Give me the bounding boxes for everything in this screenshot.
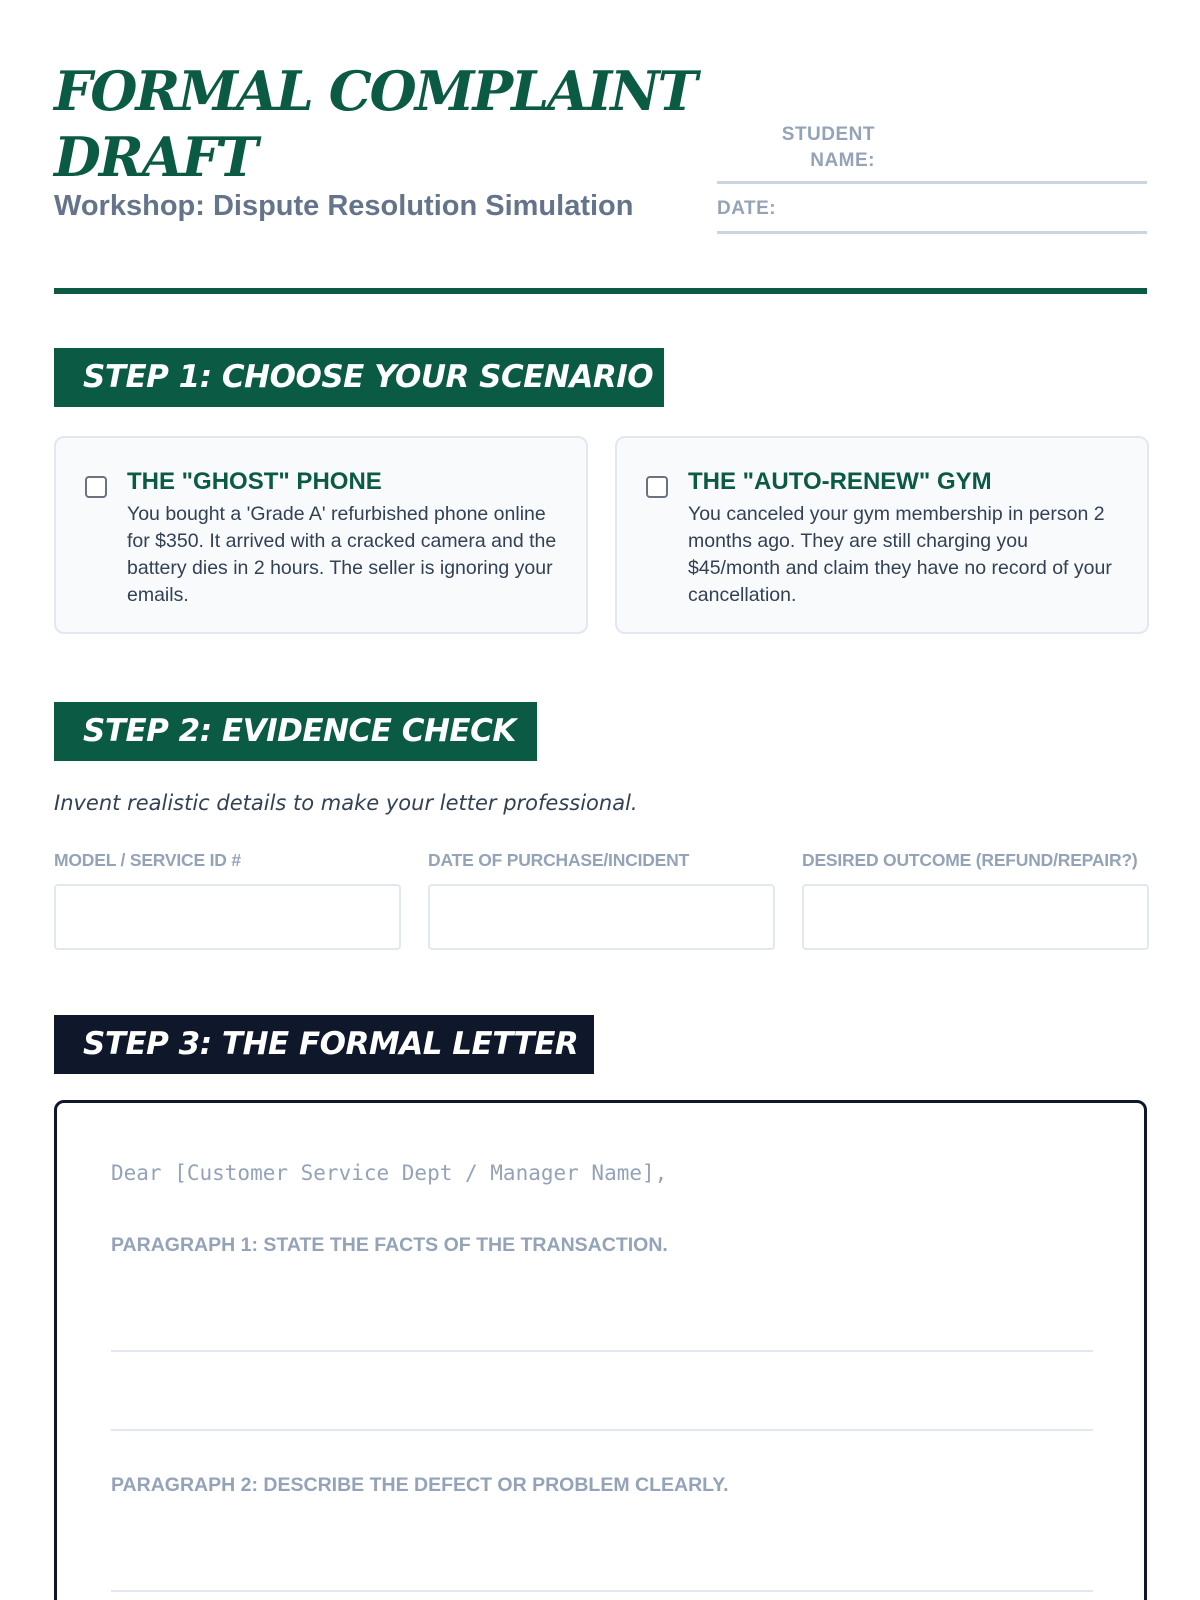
evidence-label: DATE OF PURCHASE/INCIDENT [428, 850, 690, 870]
scenario-checkbox[interactable] [646, 476, 668, 498]
evidence-field-date [428, 850, 775, 950]
purchase-date-input[interactable] [428, 884, 775, 950]
letter-salutation: Dear [Customer Service Dept / Manager Name], [111, 1161, 668, 1185]
worksheet-page [54, 0, 1147, 1600]
scenario-description: You canceled your gym membership in person 2 months ago. They are still charging you $45/month and claim they have no record of your cancellation. [688, 503, 1112, 606]
writing-line[interactable] [111, 1429, 1093, 1431]
scenario-card-ghost-phone[interactable] [54, 436, 588, 634]
scenario-checkbox[interactable] [85, 476, 107, 498]
scenario-title: THE "GHOST" PHONE [127, 468, 382, 495]
page-title: FORMAL COMPLAINT DRAFT [54, 59, 696, 189]
student-name-field[interactable] [717, 120, 1147, 184]
writing-line[interactable] [111, 1590, 1093, 1592]
desired-outcome-input[interactable] [802, 884, 1149, 950]
scenario-title: THE "AUTO-RENEW" GYM [688, 468, 992, 495]
paragraph1-label: PARAGRAPH 1: STATE THE FACTS OF THE TRANSACTION. [111, 1234, 668, 1256]
paragraph2-label: PARAGRAPH 2: DESCRIBE THE DEFECT OR PROBLEM CLEARLY. [111, 1474, 729, 1496]
date-label: DATE: [717, 198, 777, 219]
evidence-field-outcome [802, 850, 1149, 950]
header-divider [54, 288, 1147, 294]
evidence-label: MODEL / SERVICE ID # [54, 850, 241, 870]
step3-heading: STEP 3: THE FORMAL LETTER [54, 1015, 594, 1074]
scenario-description: You bought a 'Grade A' refurbished phone online for $350. It arrived with a cracked camera and the battery dies in 2 hours. The seller is ignoring your emails. [127, 503, 557, 606]
model-service-id-input[interactable] [54, 884, 401, 950]
step1-heading: STEP 1: CHOOSE YOUR SCENARIO [54, 348, 664, 407]
evidence-instruction: Invent realistic details to make your letter professional. [54, 791, 638, 815]
page-subtitle: Workshop: Dispute Resolution Simulation [54, 190, 634, 222]
evidence-label: DESIRED OUTCOME (REFUND/REPAIR?) [802, 850, 1138, 870]
letter-box[interactable] [54, 1100, 1147, 1600]
step2-heading: STEP 2: EVIDENCE CHECK [54, 702, 537, 761]
student-name-label: STUDENT NAME: [781, 124, 875, 171]
evidence-field-model-id [54, 850, 401, 950]
date-field[interactable] [717, 196, 1147, 234]
writing-line[interactable] [111, 1350, 1093, 1352]
scenario-card-auto-renew-gym[interactable] [615, 436, 1149, 634]
